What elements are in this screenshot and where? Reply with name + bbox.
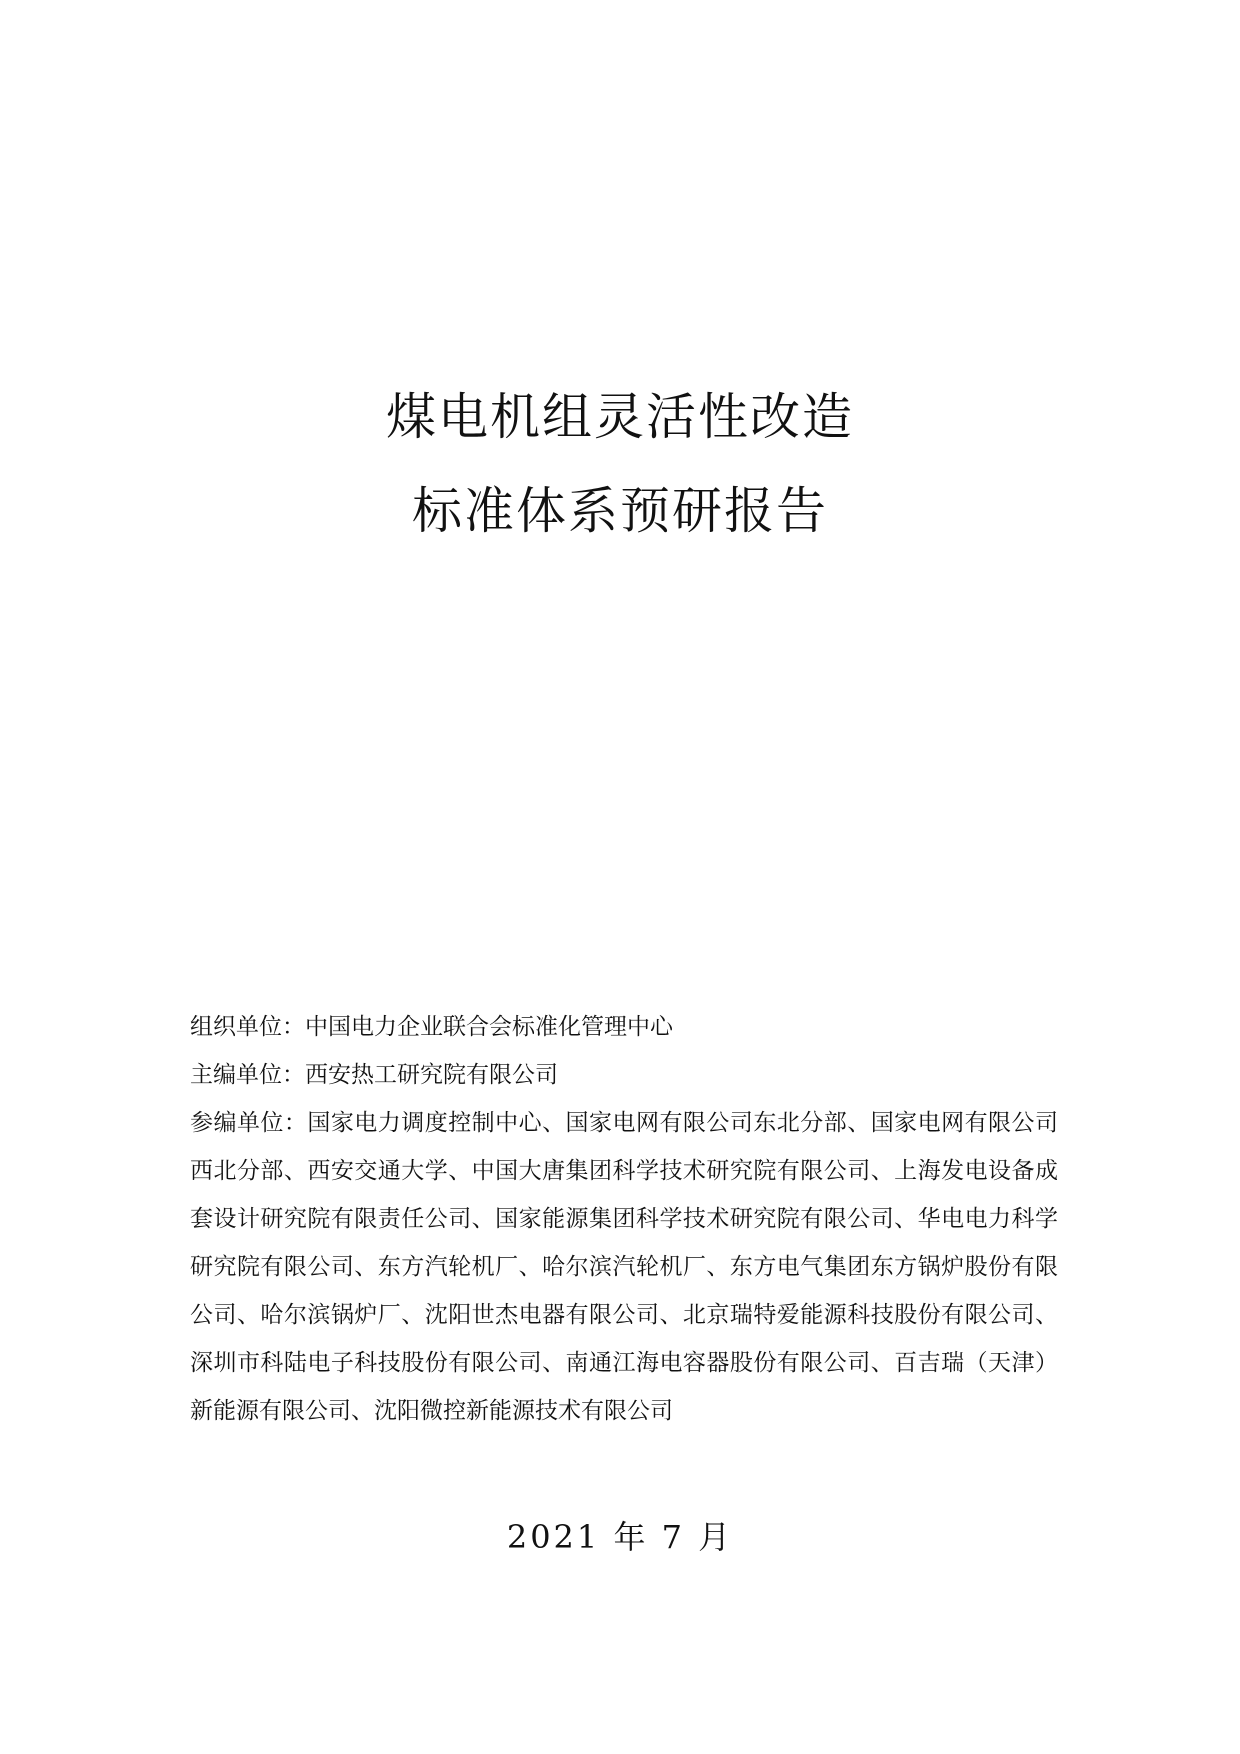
chief-editor-line: 主编单位：西安热工研究院有限公司 <box>190 1062 558 1088</box>
title-line-2: 标准体系预研报告 <box>412 482 828 540</box>
organization-info <box>190 1003 1058 1435</box>
report-title <box>0 370 1240 558</box>
organizer-line: 组织单位：中国电力企业联合会标准化管理中心 <box>190 1014 673 1040</box>
publication-date: 2021 年 7 月 <box>506 1518 734 1556</box>
participants-paragraph: 参编单位：国家电力调度控制中心、国家电网有限公司东北分部、国家电网有限公司西北分部、西安交通大学、中国大唐集团科学技术研究院有限公司、上海发电设备成套设计研究院有限责任公司、国家能源集团科学技术研究院有限公司、华电电力科学研究院有限公司、东方汽轮机厂、哈尔滨汽轮机厂、东方电气集团东方锅炉股份有限公司、哈尔滨锅炉厂、沈阳世杰电器有限公司、北京瑞特爱能源科技股份有限公司、深圳市科陆电子科技股份有限公司、南通江海电容器股份有限公司、百吉瑞（天津）新能源有限公司、沈阳微控新能源技术有限公司 <box>190 1110 1058 1424</box>
title-line-1: 煤电机组灵活性改造 <box>386 388 854 446</box>
